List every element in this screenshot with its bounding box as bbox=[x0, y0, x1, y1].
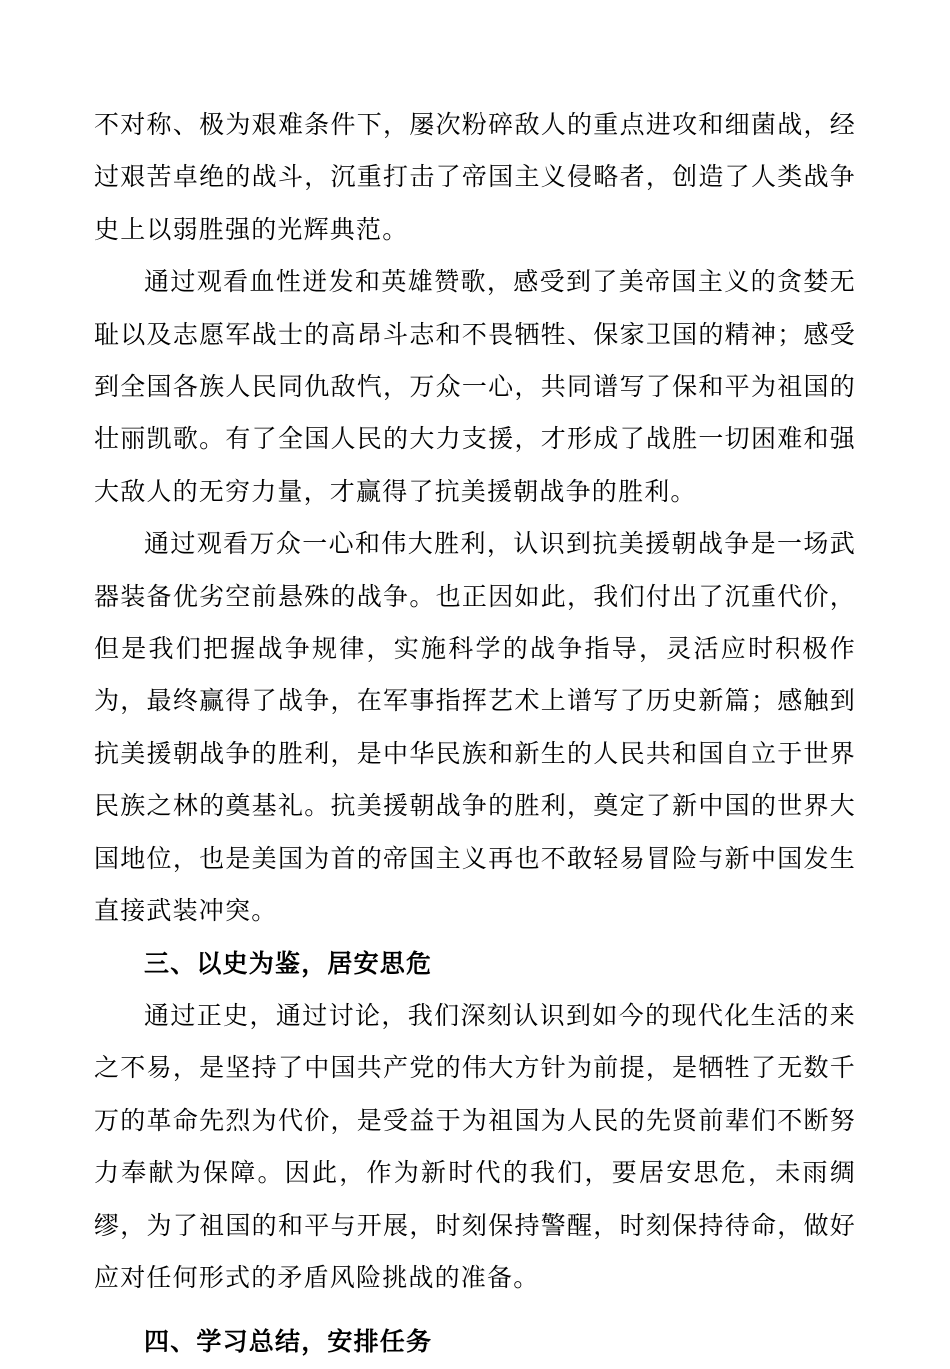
paragraph-continuation: 不对称、极为艰难条件下，屡次粉碎敌人的重点进攻和细菌战，经过艰苦卓绝的战斗，沉重打击了帝国主义侵略者，创造了人类战争史上以弱胜强的光辉典范。 bbox=[94, 110, 856, 244]
section-heading-4: 四、学习总结，安排任务 bbox=[144, 1327, 433, 1357]
paragraph-history-lesson: 通过正史，通过讨论，我们深刻认识到如今的现代化生活的来之不易，是坚持了中国共产党的伟大方针为前提，是牺牲了无数千万的革命先烈为代价，是受益于为祖国为人民的先贤前辈们不断努力奉献为保障。因此，作为新时代的我们，要居安思危，未雨绸缪，为了祖国的和平与开展，时刻保持警醒，时刻保持待命，做好应对任何形式的矛盾风险挑战的准备。 bbox=[94, 1000, 856, 1292]
paragraph-watching-heroes: 通过观看血性迸发和英雄赞歌，感受到了美帝国主义的贪婪无耻以及志愿军战士的高昂斗志和不畏牺牲、保家卫国的精神；感受到全国各族人民同仇敌忾，万众一心，共同谱写了保和平为祖国的壮丽凯歌。有了全国人民的大力支援，才形成了战胜一切困难和强大敌人的无穷力量，才赢得了抗美援朝战争的胜利。 bbox=[94, 267, 856, 506]
paragraph-watching-victory: 通过观看万众一心和伟大胜利，认识到抗美援朝战争是一场武器装备优劣空前悬殊的战争。也正因如此，我们付出了沉重代价，但是我们把握战争规律，实施科学的战争指导，灵活应时积极作为，最终赢得了战争，在军事指挥艺术上谱写了历史新篇；感触到抗美援朝战争的胜利，是中华民族和新生的人民共和国自立于世界民族之林的奠基礼。抗美援朝战争的胜利，奠定了新中国的世界大国地位，也是美国为首的帝国主义再也不敢轻易冒险与新中国发生直接武装冲突。 bbox=[94, 529, 856, 926]
document-page bbox=[94, 99, 856, 1369]
section-heading-3: 三、以史为鉴，居安思危 bbox=[144, 948, 433, 978]
